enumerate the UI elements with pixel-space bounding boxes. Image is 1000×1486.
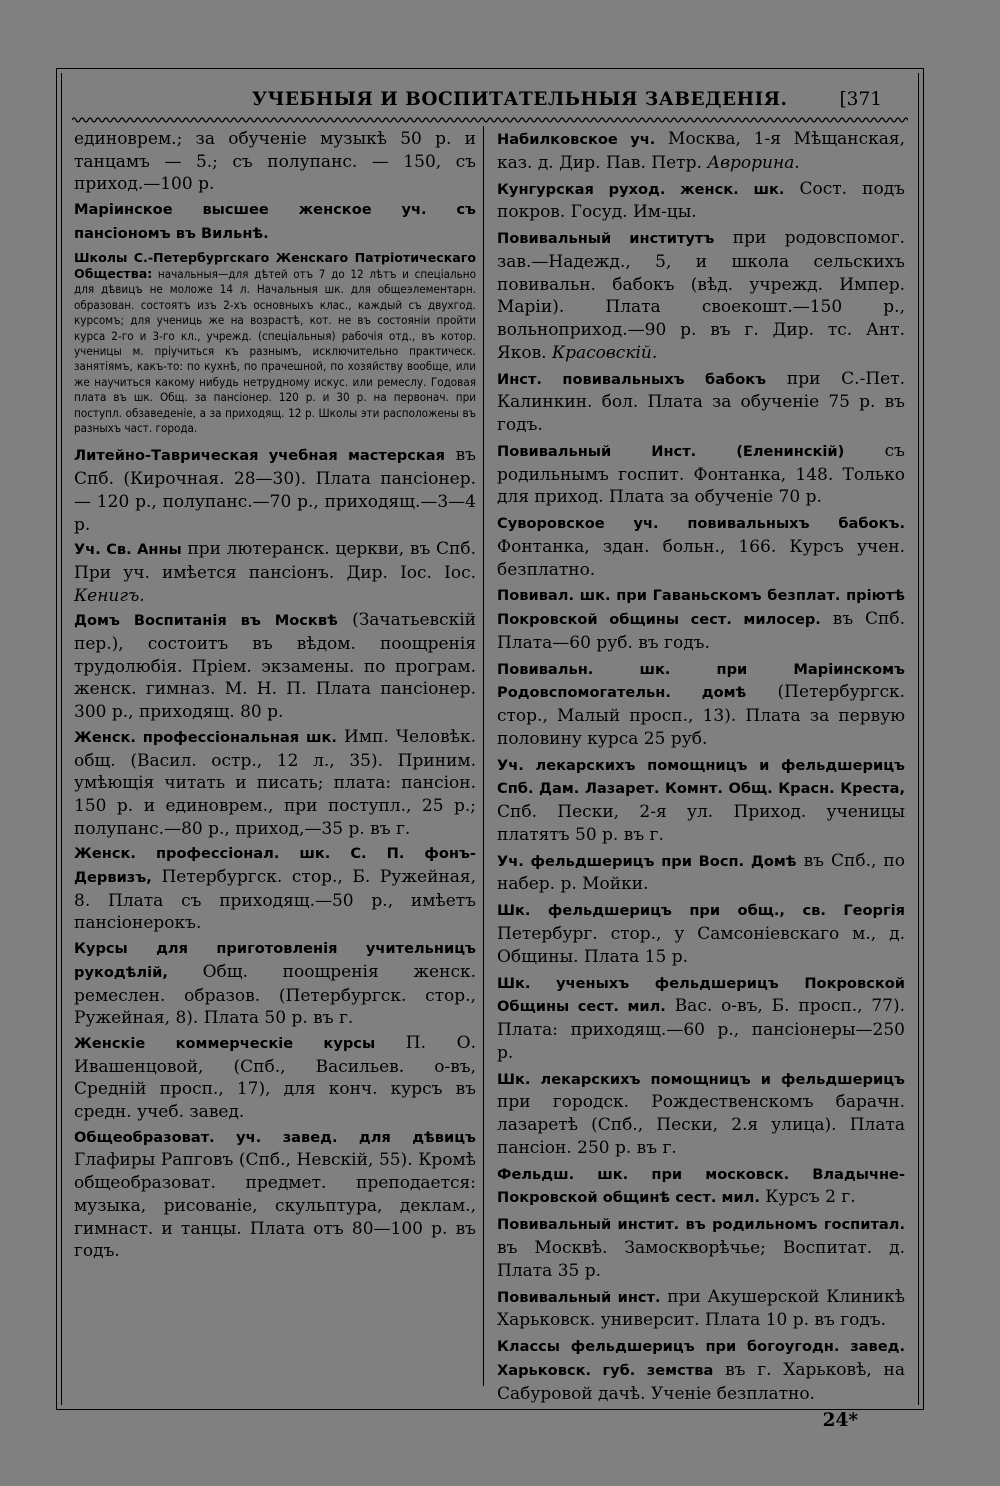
entry-text: Фонтанка, здан. больн., 166. Курсъ учен. безплатно. [497, 536, 905, 580]
entry-name: Повивальный Инст. (Еленинскій) [497, 442, 845, 460]
directory-entry [497, 1163, 905, 1210]
entry-name: Женск. профессіональная шк. [74, 728, 337, 746]
entry-text: Москва, 1-я Мѣщанская, каз. д. Дир. Пав. Петр. [497, 129, 906, 173]
directory-entry [497, 584, 905, 654]
directory-entry [497, 512, 905, 581]
entry-text: въ Москвѣ. Замоскворѣчье; Воспитат. д. Плата 35 р. [497, 1237, 905, 1281]
directory-entry [497, 658, 905, 751]
entry-name: Кунгурская руход. женск. шк. [497, 180, 785, 198]
entry-text: Общ. поощренія женск. ремеслен. образов. (Петербургск. стор., Ружейная, 8). Плата 50 р. въ г. [74, 961, 476, 1029]
entry-text: Вас. о-въ, Б. просп., 77). Плата: приходящ.—60 р., пансіонеры—250 р. [497, 996, 906, 1063]
entry-text: Имп. Человѣк. общ. (Васил. остр., 12 л., 35). Приним. умѣющія читать и писать; плата: пансіон. 150 р. и единоврем., при поступл., 25 р.; полупанс.—80 р., приход,—35 р. въ г. [74, 726, 476, 839]
directory-entry [497, 1213, 905, 1282]
directory-entry [497, 850, 905, 896]
directory-entry [497, 178, 905, 224]
directory-entry [74, 937, 476, 1030]
entry-text: при лютеранск. церкви, въ Спб. При уч. имѣется пансіонъ. Дир. Іос. Іос. [74, 539, 476, 583]
directory-entry [74, 128, 476, 196]
header-wavy-rule [72, 114, 908, 126]
entry-text: начальныя—для дѣтей отъ 7 до 12 лѣтъ и спеціально для дѣвицъ не моложе 14 л. Начальныя шк. для общеэлементарн. образован. состоятъ изъ 2-хъ основныхъ клас., каждый съ двухгод. курсомъ; для учениць же на возрастѣ, кот. не въ состояніи пройти курса 2-го и 3-го кл., учрежд. (спеціальныя) рабочія отд., въ котор. ученицы м. пріучиться къ разнымъ, исключительно практическ. занятіямъ, какъ-то: по кухнѣ, по прачешной, по хозяйству вообще, или же научиться какому нибудь нетрудному искус. или ремеслу. Годовая плата въ шк. Общ. за пансіонер. 120 р. и 30 р. на первонач. при поступл. обзаведеніе, а за приходящ. 12 р. Школы эти расположены въ разныхъ част. города. [74, 266, 476, 435]
entry-name: Шк. лекарскихъ помощницъ и фельдшерицъ [497, 1070, 905, 1088]
entry-name: Классы фельдшерицъ при богоугодн. завед. Харьковск. губ. земства [497, 1338, 905, 1379]
entry-name: Повивальный инстит. въ родильномъ госпитал. [497, 1216, 905, 1234]
entry-text: Глафиры Рапговъ (Спб., Невскій, 55). Кромѣ общеобразоват. предмет. преподается: музыка, рисованіе, скульптура, деклам., гимнаст. и танцы. Плата отъ 80—100 р. въ годъ. [74, 1150, 476, 1262]
entry-name: Шк. ученыхъ фельдшерицъ Покровской Общины сест. мил. [497, 974, 905, 1016]
directory-entry [497, 227, 905, 364]
entry-text: Петербургск. стор., Б. Ружейная, 8. Плата съ приходящ.—50 р., имѣетъ пансіонерокъ. [74, 867, 477, 934]
entry-name: Общеобразоват. уч. завед. для дѣвицъ [74, 1128, 476, 1146]
header-title: УЧЕБНЫЯ И ВОСПИТАТЕЛЬНЫЯ ЗАВЕДЕНІЯ. [252, 89, 788, 110]
entry-text: Петербург. стор., у Самсоніевскаго м., д. Общины. Плата 15 р. [497, 924, 905, 967]
entry-name: Женск. профессіонал. шк. С. П. фонъ-Дервизъ, [74, 845, 476, 887]
entry-name: Женскіе коммерческіе курсы [74, 1034, 376, 1052]
entry-text: (Зачатьевскій пер.), состоитъ въ вѣдом. поощренія трудолюбія. Пріем. экзамены. по програм. женск. гимназ. М. Н. П. Плата пансіонер. 300 р., приходящ. 80 р. [74, 610, 477, 723]
directory-entry [74, 609, 476, 724]
entry-text: съ родильнымъ госпит. Фонтанка, 148. Только для приход. Плата за обученіе 70 р. [497, 440, 905, 508]
entry-text: при родовспомог. зав.—Надежд., 5, и школа сельскихъ повивальн. бабокъ (вѣд. учрежд. Импер. Маріи). Плата своекошт.—150 р., вольноприход.—90 р. въ г. Дир. тс. Ант. Яков. [497, 228, 906, 363]
directory-entry [74, 842, 476, 935]
entry-name: Маріинское высшее женское уч. съ пансіономъ въ Вильнѣ. [74, 201, 476, 242]
entry-name: Повивальный инст. [497, 1288, 661, 1306]
entry-name: Школы С.-Петербургскаго Женскаго Патріотическаго Общества: [74, 249, 476, 281]
entry-text: Курсъ 2 г. [765, 1187, 856, 1208]
entry-name: Домъ Воспитанія въ Москвѣ [74, 612, 338, 630]
entry-name: Уч. фельдшерицъ при Восп. Домѣ [497, 852, 797, 870]
right-column [497, 128, 905, 1408]
directory-entry [74, 726, 476, 841]
entry-text: въ Спб. Плата—60 руб. въ годъ. [497, 609, 906, 653]
signature-mark: 24* [822, 1410, 858, 1431]
directory-entry [497, 972, 905, 1065]
column-divider [483, 126, 484, 1386]
left-column [74, 128, 476, 1265]
entry-name: Уч. Св. Анны [74, 541, 182, 559]
entry-text: при С.-Пет. Калинкин. бол. Плата за обученіе 75 р. въ годъ. [497, 368, 906, 435]
entry-text: П. О. Ивашенцовой, (Спб., Васильев. о-въ, Средній просп., 17), для конч. курсъ въ средн. учеб. завед. [74, 1032, 477, 1123]
directory-entry [497, 368, 905, 437]
directory-entry [74, 538, 476, 607]
directory-entry [74, 444, 476, 536]
directory-entry [74, 1126, 476, 1263]
directory-entry [497, 1068, 905, 1160]
entry-person-name: Аврорина. [707, 152, 800, 173]
entry-text: при Акушерской Клиникѣ Харьковск. университ. Плата 10 р. въ годъ. [497, 1286, 906, 1331]
directory-entry [74, 1032, 476, 1124]
entry-text: Сост. подъ покров. Госуд. Им-цы. [497, 178, 905, 223]
entry-name: Повивальн. шк. при Маріинскомъ Родовспомогательн. домѣ [497, 660, 905, 702]
directory-entry [74, 250, 476, 437]
entry-text: въ г. Харьковѣ, на Сабуровой дачѣ. Ученіе безплатно. [497, 1359, 906, 1404]
entry-text: Спб. Пески, 2-я ул. Приход. ученицы платятъ 50 р. въ г. [497, 802, 905, 845]
entry-name: Уч. лекарскихъ помощницъ и фельдшерицъ Спб. Дам. Лазарет. Комнт. Общ. Красн. Креста, [497, 756, 905, 798]
entry-text: единоврем.; за обученіе музыкѣ 50 р. и танцамъ — 5.; съ полупанс. — 150, съ приход.—100 р. [74, 129, 476, 195]
entry-text: при городск. Рождественскомъ барачн. лазаретѣ (Спб., Пески, 2.я улица). Плата пансіон. 250 р. въ г. [497, 1092, 905, 1158]
directory-entry [74, 198, 476, 245]
entry-name: Повивал. шк. при Гаваньскомъ безплат. пріютѣ Покровской общины сест. милосер. [497, 587, 905, 629]
directory-entry [497, 440, 905, 509]
directory-entry [497, 1286, 905, 1332]
entry-name: Литейно-Таврическая учебная мастерская [74, 447, 445, 465]
entry-person-name: Кенигъ. [74, 585, 145, 606]
entry-name: Фельдш. шк. при московск. Владычне-Покровской общинѣ сест. мил. [497, 1165, 905, 1207]
entry-name: Курсы для приготовленія учительницъ рукодѣлій, [74, 940, 476, 981]
entry-name: Набилковское уч. [497, 131, 656, 148]
entry-text: въ Спб., по набер. р. Мойки. [497, 850, 905, 895]
entry-name: Шк. фельдшерицъ при общ., св. Георгія [497, 902, 905, 920]
page-number: [371 [839, 89, 882, 110]
entry-text: (Петербургск. стор., Малый просп., 13). Плата за первую половину курса 25 руб. [497, 682, 905, 749]
directory-entry [497, 754, 905, 847]
entry-person-name: Красовскій. [551, 342, 658, 363]
directory-entry [497, 899, 905, 968]
running-header [72, 85, 908, 117]
entry-name: Инст. повивальныхъ бабокъ [497, 370, 767, 388]
directory-entry [497, 128, 905, 174]
directory-entry [497, 1335, 905, 1405]
entry-name: Суворовское уч. повивальныхъ бабокъ. [497, 515, 905, 533]
entry-text: въ Спб. (Кирочная. 28—30). Плата пансіонер. — 120 р., полупанс.—70 р., приходящ.—3—4 р. [74, 445, 476, 535]
entry-name: Повивальный институтъ [497, 230, 715, 248]
